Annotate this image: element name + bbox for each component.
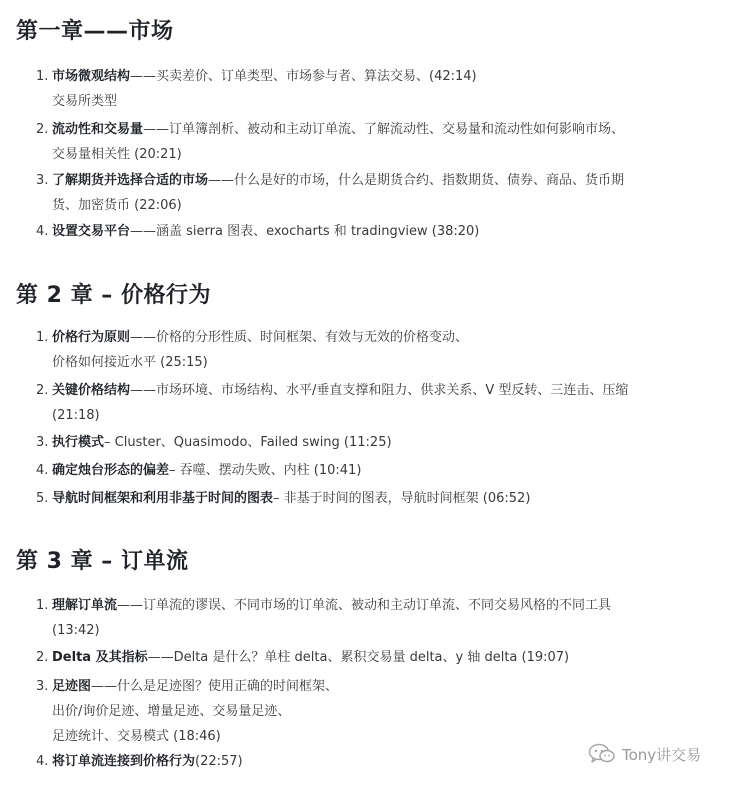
list-item-detail: (22:57)	[195, 754, 243, 769]
list-item-detail-cont: 出价/询价足迹、增量足迹、交易量足迹、	[52, 704, 291, 719]
list-item-number: 1.	[36, 598, 49, 613]
list-item-heading: 了解期货并选择合适的市场	[52, 173, 209, 188]
list-item-text	[52, 593, 696, 643]
list-item-heading: 流动性和交易量	[52, 122, 144, 137]
list-item-heading: 足迹图	[52, 679, 92, 694]
list-item-text	[52, 325, 696, 375]
list-item-detail: ——Delta 是什么？单柱 delta、累积交易量 delta、y 轴 delta (19:07)	[147, 650, 570, 665]
list-item-heading: 执行模式	[52, 435, 105, 450]
list-item-detail: – 非基于时间的图表，导航时间框架 (06:52)	[273, 491, 531, 506]
list-item-heading: 理解订单流	[52, 598, 118, 613]
list-item-text	[52, 117, 696, 167]
list-item-detail: ——买卖差价、订单类型、市场参与者、算法交易、(42:14)	[130, 69, 477, 84]
chapter-2-title: 第 2 章 – 价格行为	[16, 283, 211, 308]
list-item-heading: 价格行为原则	[52, 330, 131, 345]
list-item-text	[52, 458, 696, 483]
list-item-text	[52, 219, 696, 244]
list-item-number: 3.	[36, 435, 49, 450]
list-item-text	[52, 430, 696, 455]
list-item	[36, 430, 696, 455]
list-item-heading: 市场微观结构	[52, 69, 131, 84]
list-item	[36, 168, 696, 218]
list-item-text	[52, 486, 696, 511]
list-item-heading: 导航时间框架和利用非基于时间的图表	[52, 491, 274, 506]
list-item	[36, 219, 696, 244]
list-item	[36, 593, 696, 643]
list-item-number: 2.	[36, 650, 49, 665]
list-item-text	[52, 674, 696, 749]
list-item-detail-cont: 足迹统计、交易模式 (18:46)	[52, 729, 221, 744]
list-item-heading: 将订单流连接到价格行为	[52, 754, 196, 769]
list-item-detail: ——什么是足迹图？使用正确的时间框架、	[91, 679, 339, 694]
list-item-heading: 确定烛台形态的偏差	[52, 463, 170, 478]
list-item-detail: ——订单簿剖析、被动和主动订单流、了解流动性、交易量和流动性如何影响市场、	[143, 122, 625, 137]
list-item-text	[52, 64, 696, 114]
list-item-detail: ——订单流的谬误、不同市场的订单流、被动和主动订单流、不同交易风格的不同工具	[117, 598, 612, 613]
list-item-text	[52, 168, 696, 218]
list-item-heading: 关键价格结构	[52, 383, 131, 398]
list-item-detail: – Cluster、Quasimodo、Failed swing (11:25)	[104, 435, 392, 450]
list-item-detail-cont: 价格如何接近水平 (25:15)	[52, 355, 208, 370]
list-item-detail: ——涵盖 sierra 图表、exocharts 和 tradingview (38:20)	[130, 224, 480, 239]
list-item-heading: 设置交易平台	[52, 224, 131, 239]
watermark-text: Tony讲交易	[622, 745, 702, 764]
list-item	[36, 674, 696, 749]
list-item-number: 1.	[36, 330, 49, 345]
list-item-detail: ——市场环境、市场结构、水平/垂直支撑和阻力、供求关系、V 型反转、三连击、压缩	[130, 383, 629, 398]
list-item-detail: ——什么是好的市场，什么是期货合约、指数期货、债券、商品、货币期	[208, 173, 625, 188]
list-item	[36, 325, 696, 375]
list-item-detail-cont: 货、加密货币 (22:06)	[52, 198, 182, 213]
list-item	[36, 645, 696, 670]
list-item-detail-cont: (21:18)	[52, 408, 100, 423]
chapter-1-title: 第一章——市场	[16, 19, 174, 44]
list-item	[36, 378, 696, 428]
list-item-text	[52, 378, 696, 428]
list-item-number: 4.	[36, 754, 49, 769]
wechat-icon	[588, 743, 616, 765]
list-item-text	[52, 645, 696, 670]
list-item-number: 3.	[36, 173, 49, 188]
list-item-detail: ——价格的分形性质、时间框架、有效与无效的价格变动、	[130, 330, 469, 345]
list-item-detail-cont: 交易量相关性 (20:21)	[52, 147, 182, 162]
list-item-number: 5.	[36, 491, 49, 506]
list-item	[36, 64, 696, 114]
list-item-number: 2.	[36, 383, 49, 398]
list-item-heading: Delta 及其指标	[52, 650, 148, 665]
list-item-number: 1.	[36, 69, 49, 84]
watermark	[588, 742, 701, 766]
list-item-detail: – 吞噬、摆动失败、内柱 (10:41)	[169, 463, 362, 478]
list-item-number: 4.	[36, 463, 49, 478]
list-item-number: 2.	[36, 122, 49, 137]
list-item	[36, 117, 696, 167]
list-item-detail-cont: (13:42)	[52, 623, 100, 638]
list-item	[36, 486, 696, 511]
chapter-3-title: 第 3 章 – 订单流	[16, 549, 189, 574]
list-item-number: 4.	[36, 224, 49, 239]
list-item	[36, 458, 696, 483]
list-item-number: 3.	[36, 679, 49, 694]
list-item-detail-cont: 交易所类型	[52, 94, 118, 109]
